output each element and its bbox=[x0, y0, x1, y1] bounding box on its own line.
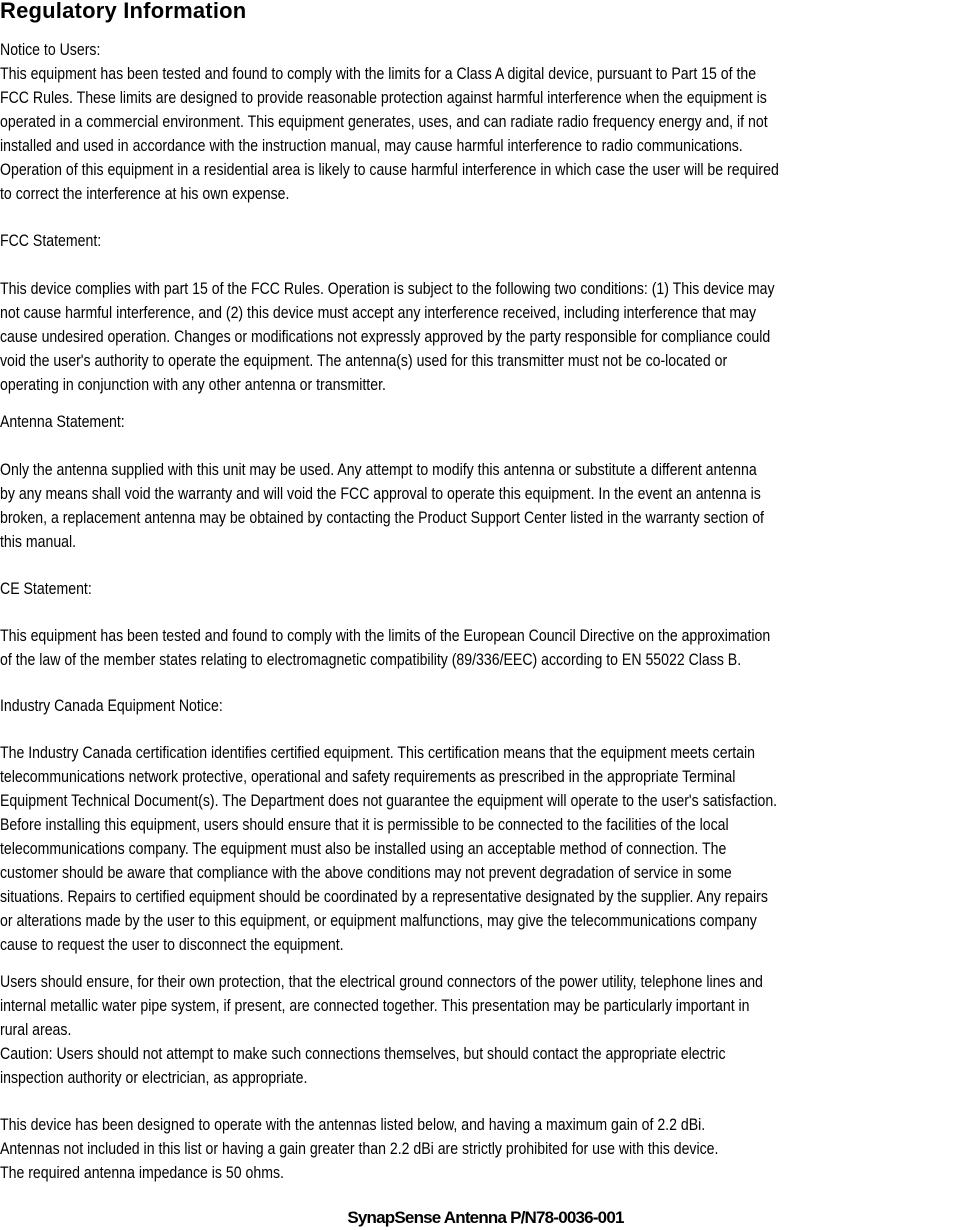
notice-heading: Notice to Users: bbox=[0, 40, 101, 59]
antenna-impedance-line: The required antenna impedance is 50 ohms. bbox=[0, 1163, 284, 1182]
fcc-heading: FCC Statement: bbox=[0, 231, 102, 250]
industry-canada-line: customer should be aware that compliance with the above conditions may not prevent degradation of service in some bbox=[0, 863, 732, 882]
caution-line: inspection authority or electrician, as appropriate. bbox=[0, 1068, 308, 1087]
industry-canada-line: Equipment Technical Document(s). The Department does not guarantee the equipment will operate to the user's satisfaction. bbox=[0, 791, 778, 810]
industry-canada-line: telecommunications company. The equipment must also be installed using an acceptable method of connection. The bbox=[0, 839, 727, 858]
industry-canada-line: telecommunications network protective, operational and safety requirements as prescribed in the appropriate Terminal bbox=[0, 767, 736, 786]
notice-line: Operation of this equipment in a residential area is likely to cause harmful interference in which case the user will be required bbox=[0, 160, 779, 179]
antenna-line: by any means shall void the warranty and will void the FCC approval to operate this equipment. In the event an antenna is bbox=[0, 484, 761, 503]
fcc-line: This device complies with part 15 of the FCC Rules. Operation is subject to the following two conditions: (1) This device may bbox=[0, 279, 775, 298]
antenna-part-number: SynapSense Antenna P/N78-0036-001 bbox=[347, 1208, 624, 1227]
notice-line: FCC Rules. These limits are designed to provide reasonable protection against harmful interference when the equipment is bbox=[0, 88, 767, 107]
industry-canada-line: Before installing this equipment, users should ensure that it is permissible to be connected to the facilities of the local bbox=[0, 815, 729, 834]
notice-line: This equipment has been tested and found to comply with the limits for a Class A digital device, pursuant to Part 15 of the bbox=[0, 64, 757, 83]
industry-canada-line: cause to request the user to disconnect the equipment. bbox=[0, 935, 344, 954]
notice-line: to correct the interference at his own expense. bbox=[0, 184, 290, 203]
notice-line: installed and used in accordance with the instruction manual, may cause harmful interference to radio communications. bbox=[0, 136, 743, 155]
fcc-line: not cause harmful interference, and (2) this device must accept any interference received, including interference that may bbox=[0, 303, 757, 322]
industry-canada-line: or alterations made by the user to this equipment, or equipment malfunctions, may give the telecommunications company bbox=[0, 911, 757, 930]
notice-line: operated in a commercial environment. This equipment generates, uses, and can radiate radio frequency energy and, if not bbox=[0, 112, 768, 131]
fcc-line: operating in conjunction with any other antenna or transmitter. bbox=[0, 375, 386, 394]
ground-line: rural areas. bbox=[0, 1020, 72, 1039]
antenna-line: broken, a replacement antenna may be obtained by contacting the Product Support Center listed in the warranty section of bbox=[0, 508, 764, 527]
industry-canada-line: The Industry Canada certification identifies certified equipment. This certification means that the equipment meets certain bbox=[0, 743, 756, 762]
ce-line: This equipment has been tested and found to comply with the limits of the European Council Directive on the approximation bbox=[0, 626, 771, 645]
ground-line: internal metallic water pipe system, if present, are connected together. This presentation may be particularly important in bbox=[0, 996, 750, 1015]
antenna-gain-line: This device has been designed to operate with the antennas listed below, and having a maximum gain of 2.2 dBi. bbox=[0, 1115, 706, 1134]
page-title: Regulatory Information bbox=[0, 0, 247, 23]
antenna-line: this manual. bbox=[0, 532, 77, 551]
ce-heading: CE Statement: bbox=[0, 579, 92, 598]
industry-canada-line: situations. Repairs to certified equipment should be coordinated by a representative designated by the supplier. Any repairs bbox=[0, 887, 768, 906]
caution-line: Caution: Users should not attempt to make such connections themselves, but should contact the appropriate electric bbox=[0, 1044, 726, 1063]
ground-line: Users should ensure, for their own protection, that the electrical ground connectors of the power utility, telephone lines and bbox=[0, 972, 763, 991]
antenna-line: Only the antenna supplied with this unit may be used. Any attempt to modify this antenna or substitute a different antenna bbox=[0, 460, 757, 479]
antenna-heading: Antenna Statement: bbox=[0, 412, 125, 431]
industry-canada-heading: Industry Canada Equipment Notice: bbox=[0, 696, 223, 715]
ce-line: of the law of the member states relating to electromagnetic compatibility (89/336/EEC) according to EN 55022 Class B. bbox=[0, 650, 742, 669]
fcc-line: void the user's authority to operate the equipment. The antenna(s) used for this transmitter must not be co-located or bbox=[0, 351, 728, 370]
fcc-line: cause undesired operation. Changes or modifications not expressly approved by the party responsible for compliance could bbox=[0, 327, 771, 346]
antenna-gain-line: Antennas not included in this list or having a gain greater than 2.2 dBi are strictly prohibited for use with this device. bbox=[0, 1139, 719, 1158]
